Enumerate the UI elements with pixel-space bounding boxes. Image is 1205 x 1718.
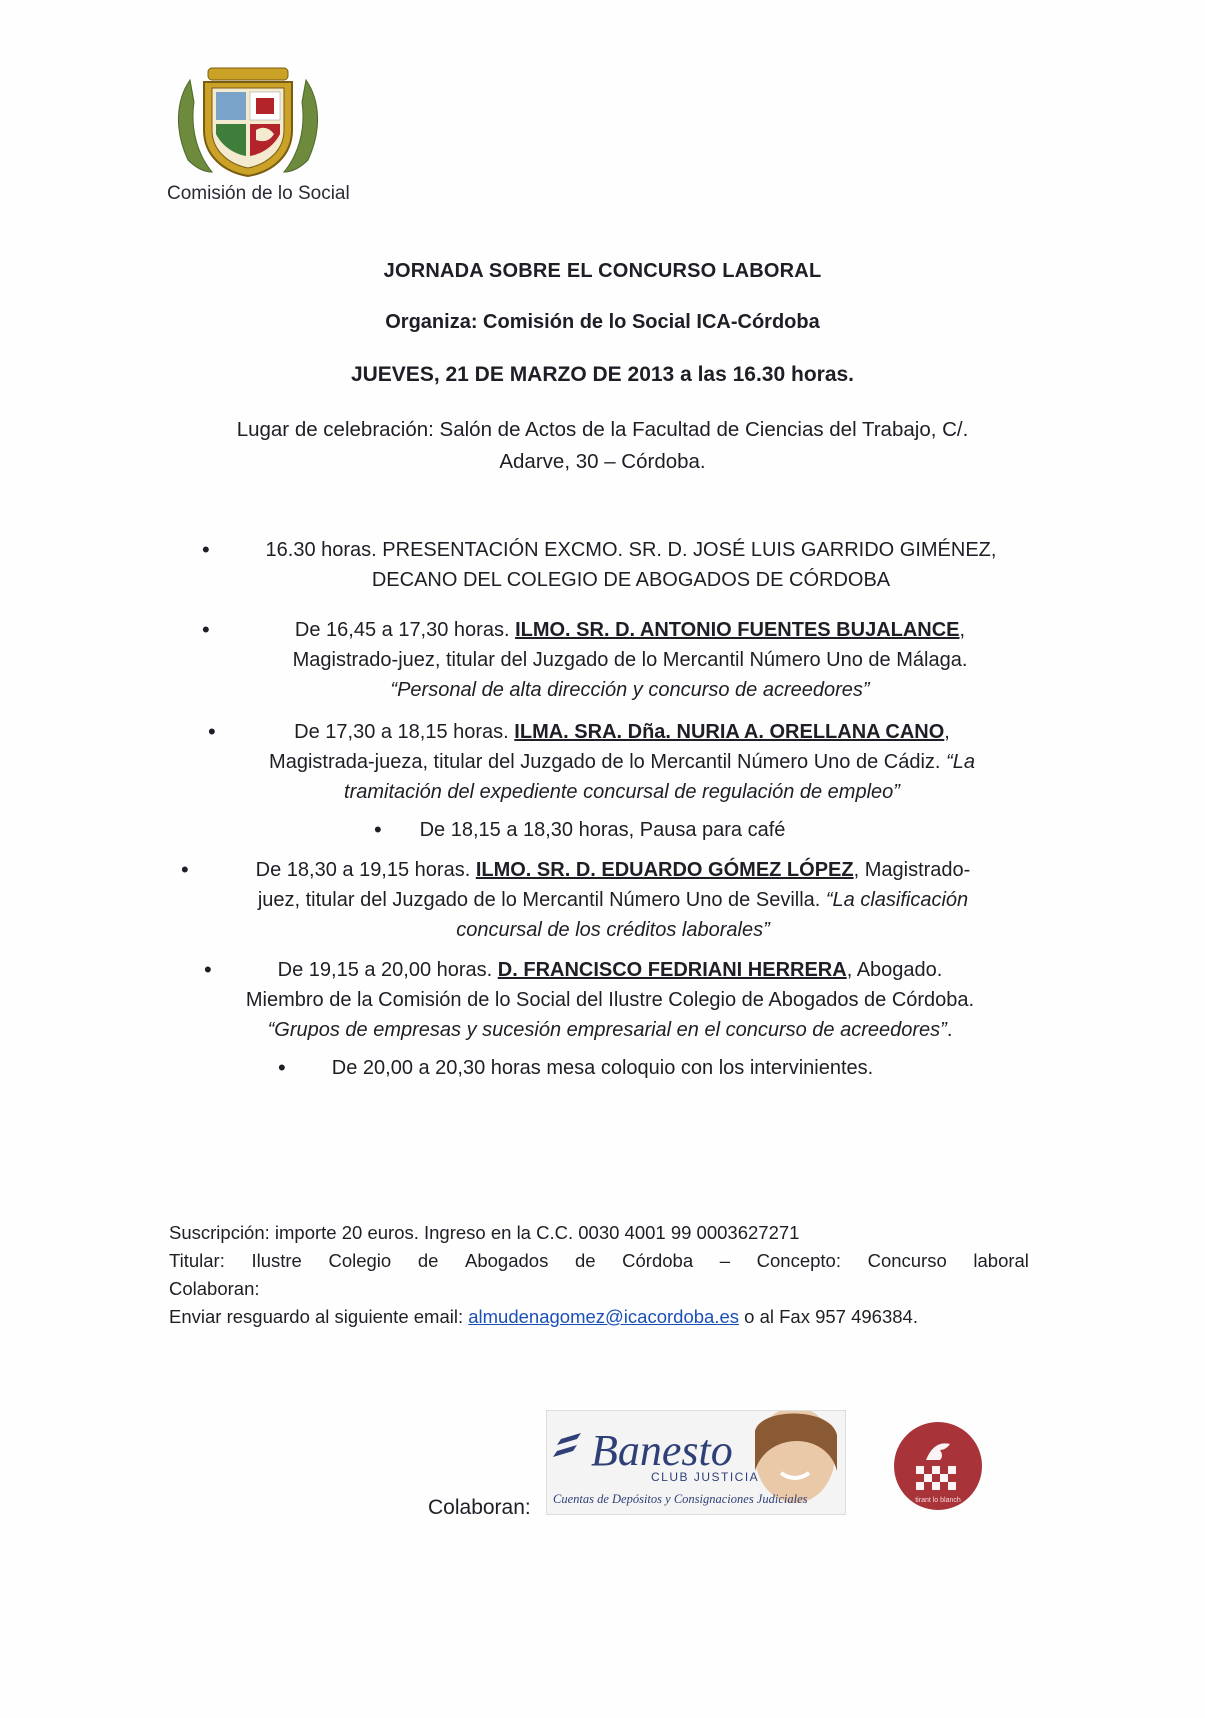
item-line [222,717,1022,747]
venue-line-1: Lugar de celebración: Salón de Actos de la Facultad de Ciencias del Trabajo, C/. [236,418,969,441]
bullet: • [204,957,212,982]
item-line: De 18,15 a 18,30 horas, Pausa para café [419,819,786,841]
titular-line [169,1247,1029,1275]
bullet: • [181,857,189,882]
item-line [230,615,1030,645]
program-item [0,815,1205,845]
talk-title: concursal de los créditos laborales” [456,919,770,941]
word: Concepto: [756,1250,841,1271]
bullet: • [202,537,210,562]
separator: , Magistrado- [853,859,971,881]
banesto-club: CLUB JUSTICIA [651,1470,760,1484]
item-line: DECANO DEL COLEGIO DE ABOGADOS DE CÓRDOBA [371,569,891,591]
item-line [203,885,1023,915]
word: Córdoba [622,1250,694,1271]
period: . [946,1019,953,1041]
word: Colegio [328,1250,392,1271]
role-text: juez, titular del Juzgado de lo Mercantil Número Uno de Sevilla. [257,889,826,911]
item-line: 16.30 horas. PRESENTACIÓN EXCMO. SR. D. JOSÉ LUIS GARRIDO GIMÉNEZ, [265,539,997,561]
talk-title: “Grupos de empresas y sucesión empresarial en el concurso de acreedores” [267,1019,947,1041]
program-item [202,615,1030,705]
item-line [200,955,1020,985]
speaker-name: ILMA. SRA. Dña. NURIA A. ORELLANA CANO [514,721,945,743]
banesto-logo [546,1410,846,1515]
speaker-name: D. FRANCISCO FEDRIANI HERRERA [497,959,847,981]
word: – [719,1250,731,1271]
role-text: Magistrada-jueza, titular del Juzgado de lo Mercantil Número Uno de Cádiz. [269,751,947,773]
fax-text: o al Fax 957 496384. [739,1306,918,1327]
tirant-logo-text: tirant lo blanch [915,1497,961,1504]
sponsors-label: Colaboran: [428,1496,531,1519]
talk-title-start: “La [946,751,975,773]
item-line: De 20,00 a 20,30 horas mesa coloquio con los intervinientes. [331,1057,874,1079]
subscription-line: Suscripción: importe 20 euros. Ingreso en la C.C. 0030 4001 99 0003627271 [169,1222,800,1243]
venue-line-2: Adarve, 30 – Córdoba. [499,450,706,473]
send-receipt-text: Enviar resguardo al siguiente email: [169,1306,469,1327]
separator: , Abogado. [846,959,943,981]
speaker-name: ILMO. SR. D. ANTONIO FUENTES BUJALANCE [515,619,960,641]
colaboran-line: Colaboran: [169,1278,260,1299]
word: Abogados [465,1250,549,1271]
commission-caption: Comisión de lo Social [167,183,350,204]
coat-of-arms-logo [168,60,328,180]
word: Concurso [867,1250,947,1271]
word: Titular: [169,1250,225,1271]
item-line [200,1015,1020,1045]
speaker-name: ILMO. SR. D. EDUARDO GÓMEZ LÓPEZ [475,859,854,881]
tirant-lo-blanch-logo [892,1420,984,1512]
event-title: JORNADA SOBRE EL CONCURSO LABORAL [383,260,822,282]
time: De 17,30 a 18,15 horas. [294,721,515,743]
program-list [0,535,1205,1083]
send-receipt-line [169,1303,1029,1331]
talk-title: “Personal de alta dirección y concurso de acreedores” [390,679,870,701]
bullet: • [208,719,216,744]
time: De 19,15 a 20,00 horas. [277,959,498,981]
bullet: • [278,1055,286,1080]
banesto-brand: Banesto [591,1426,733,1475]
word: laboral [973,1250,1029,1271]
program-item [202,535,1026,595]
bullet: • [202,617,210,642]
word: de [417,1250,439,1271]
time: De 18,30 a 19,15 horas. [255,859,476,881]
program-item [0,1053,1205,1083]
item-line [222,747,1022,777]
time: De 16,45 a 17,30 horas. [294,619,516,641]
program-item [181,855,1023,945]
event-date: JUEVES, 21 DE MARZO DE 2013 a las 16.30 horas. [350,363,855,386]
word: Ilustre [251,1250,302,1271]
word: de [574,1250,596,1271]
organizer: Organiza: Comisión de lo Social ICA-Córdoba [385,311,820,333]
email-link[interactable]: almudenagomez@icacordoba.es [468,1306,739,1327]
separator: , [959,619,966,641]
item-line [203,855,1023,885]
banesto-tagline: Cuentas de Depósitos y Consignaciones Judiciales [553,1492,808,1506]
talk-title: tramitación del expediente concursal de regulación de empleo” [344,781,900,803]
item-line: Magistrado-juez, titular del Juzgado de lo Mercantil Número Uno de Málaga. [292,649,968,671]
subscription-info [169,1219,1029,1331]
separator: , [944,721,950,743]
program-item [200,955,1020,1045]
talk-title-start: “La clasificación [825,889,969,911]
program-item [208,717,1022,807]
bullet: • [374,817,382,842]
item-line: Miembro de la Comisión de lo Social del Ilustre Colegio de Abogados de Córdoba. [245,989,975,1011]
venue [0,414,1205,478]
